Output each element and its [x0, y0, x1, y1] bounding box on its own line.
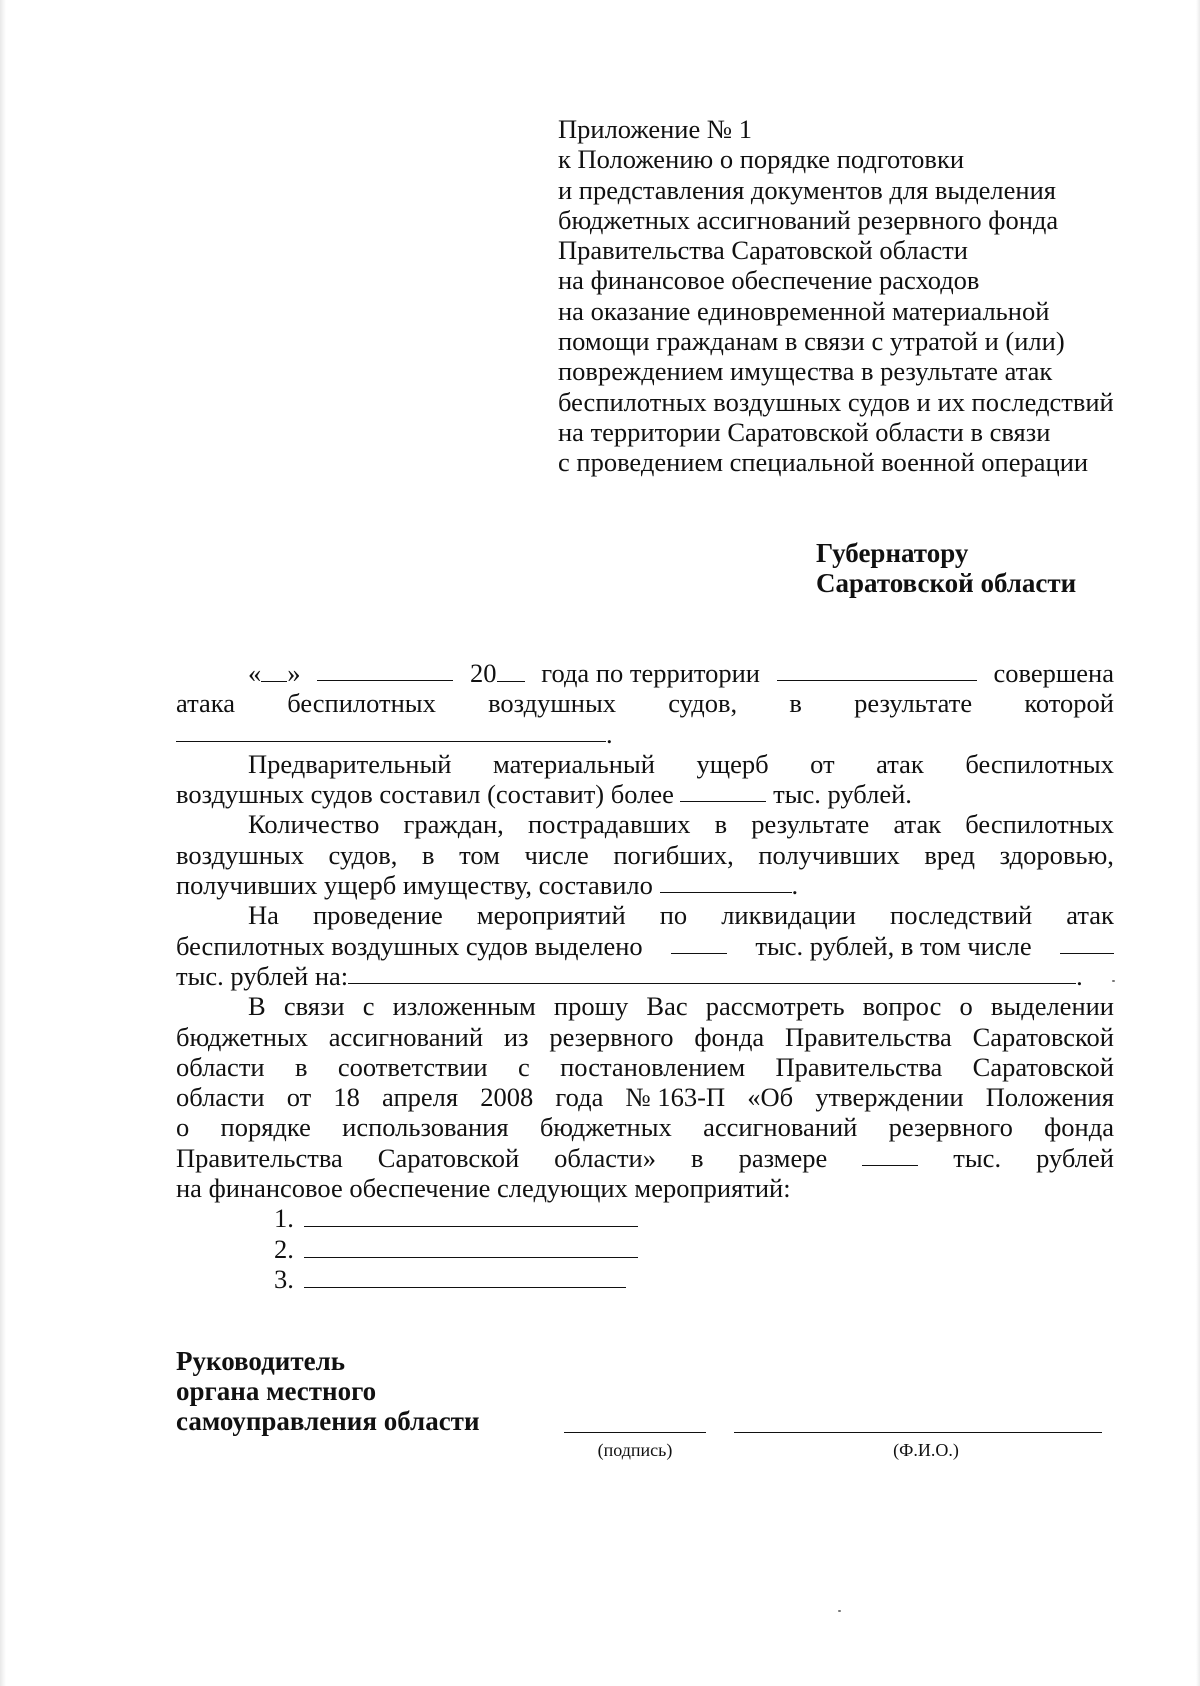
appendix-line: бюджетных ассигнований резервного фонда — [558, 204, 1059, 235]
appendix-line: на финансовое обеспечение расходов — [558, 265, 980, 296]
p5-line1 — [176, 991, 1114, 1021]
word: о — [176, 1112, 190, 1143]
word: граждан, — [403, 809, 504, 840]
word: от — [286, 1082, 312, 1113]
p3-line1 — [176, 809, 1114, 839]
word: Вас — [646, 991, 688, 1022]
word: Правительства — [775, 1051, 943, 1082]
word: размере — [738, 1142, 828, 1173]
list-item: 1. — [176, 1203, 1114, 1233]
word: На — [248, 900, 279, 931]
word: судов, — [668, 688, 738, 719]
including-amount-blank[interactable] — [1060, 931, 1114, 954]
word: с — [517, 1051, 530, 1082]
word: постановлением — [560, 1051, 746, 1082]
text-fragment: года по территории — [541, 658, 760, 688]
word: резервного — [888, 1112, 1013, 1143]
word: Саратовской — [972, 1051, 1114, 1082]
word: рублей — [1036, 1142, 1114, 1173]
signature-line: Руководитель — [176, 1346, 346, 1376]
word: ассигнований — [703, 1112, 858, 1143]
date-field[interactable]: « » — [248, 658, 301, 688]
addressee-line: Саратовской области — [816, 568, 1077, 598]
word: материальный — [493, 748, 655, 779]
territory-blank[interactable] — [777, 658, 977, 681]
word: области — [176, 1051, 265, 1082]
list-item: 3. — [176, 1264, 1114, 1294]
word: использования — [342, 1112, 509, 1143]
word: Саратовской — [377, 1142, 520, 1173]
scan-speck — [838, 1610, 841, 1612]
word: от — [810, 748, 835, 779]
word: которой — [1024, 688, 1114, 719]
appendix-line: Приложение № 1 — [558, 114, 753, 144]
word: получивших — [758, 839, 900, 870]
word: Правительства — [176, 1142, 343, 1173]
year-blank[interactable] — [497, 659, 525, 682]
appendix-line: помощи гражданам в связи с утратой и (или) — [558, 326, 1065, 357]
addressee-line: Губернатору — [816, 538, 969, 568]
word: «Об — [747, 1082, 794, 1113]
day-blank[interactable] — [261, 659, 287, 682]
word: пострадавших — [528, 809, 691, 840]
p5-line5 — [176, 1112, 1114, 1142]
word: последствий — [890, 900, 1033, 931]
signature-blank[interactable] — [564, 1432, 706, 1433]
word: по — [659, 900, 688, 931]
word: области — [176, 1082, 265, 1113]
word: апреля — [382, 1082, 459, 1113]
consequence-blank[interactable] — [176, 719, 606, 742]
word: бюджетных — [539, 1112, 672, 1143]
word: № 163-П — [625, 1082, 726, 1113]
p5-line7: на финансовое обеспечение следующих мероприятий: — [176, 1173, 791, 1204]
p5-line4 — [176, 1082, 1114, 1112]
word: о — [959, 991, 973, 1022]
appendix-line: повреждением имущества в результате атак — [558, 356, 1053, 387]
word: беспилотных — [965, 809, 1114, 840]
p2-line2: воздушных судов составил (составит) более тыс. рублей. — [176, 779, 912, 810]
text-fragment: совершена — [993, 658, 1114, 688]
activity-2-blank[interactable] — [304, 1235, 638, 1258]
word: вопрос — [862, 991, 942, 1022]
signature-title — [176, 1346, 480, 1436]
p5-line3 — [176, 1052, 1114, 1082]
appendix-header — [558, 114, 1118, 478]
word: воздушных — [176, 839, 304, 870]
p1-line1 — [176, 658, 1114, 688]
word: с — [362, 991, 375, 1022]
body-text — [176, 658, 1114, 1294]
appendix-line: и представления документов для выделения — [558, 174, 1056, 205]
word: том — [459, 839, 500, 870]
word: рассмотреть — [705, 991, 845, 1022]
word: выделении — [990, 991, 1114, 1022]
word: числе — [524, 839, 589, 870]
appendix-line: к Положению о порядке подготовки — [558, 144, 965, 175]
word: тыс. — [953, 1142, 1002, 1173]
word: в — [422, 839, 435, 870]
word: фонда — [1044, 1112, 1114, 1143]
word: в — [714, 809, 728, 840]
p1-line3: . — [176, 719, 1114, 749]
word: атак — [1066, 900, 1114, 931]
word: изложенным — [392, 991, 536, 1022]
scan-speck — [1112, 980, 1115, 982]
p5-line6 — [176, 1143, 1114, 1173]
p5-line2 — [176, 1022, 1114, 1052]
full-name-blank[interactable] — [734, 1432, 1102, 1433]
appendix-line: беспилотных воздушных судов и их последствий — [558, 386, 1114, 417]
word: года — [555, 1082, 604, 1113]
word: атак — [893, 809, 942, 840]
word: Положения — [985, 1082, 1114, 1113]
word: воздушных — [488, 688, 617, 719]
word: 2008 — [480, 1082, 534, 1113]
allocated-amount-blank[interactable] — [671, 931, 727, 954]
word: ассигнований — [328, 1021, 484, 1052]
appendix-line: с проведением специальной военной операции — [558, 447, 1089, 478]
scan-edge-left — [0, 0, 6, 1686]
word: ущерб — [696, 748, 769, 779]
word: прошу — [553, 991, 629, 1022]
word: результате — [751, 809, 870, 840]
word: в — [789, 688, 802, 719]
word: вред — [924, 839, 976, 870]
word: Предварительный — [248, 748, 452, 779]
damage-amount-blank[interactable] — [680, 779, 766, 802]
word: фонда — [694, 1021, 765, 1052]
p3-line3: получивших ущерб имуществу, составило . — [176, 870, 799, 901]
word: погибших, — [613, 839, 734, 870]
year-field[interactable]: 20 — [470, 658, 525, 688]
signature-line: органа местного — [176, 1376, 377, 1406]
word: Количество — [248, 809, 380, 840]
activity-1-blank[interactable] — [304, 1204, 638, 1227]
word: ликвидации — [721, 900, 856, 931]
word: связи — [283, 991, 345, 1022]
signature-caption: (подпись) — [597, 1440, 673, 1460]
word: соответствии — [337, 1051, 488, 1082]
list-item: 2. — [176, 1234, 1114, 1264]
word: Правительства — [785, 1021, 952, 1052]
victims-count-blank[interactable] — [660, 870, 792, 893]
word: здоровью, — [999, 839, 1114, 870]
activity-3-blank[interactable] — [304, 1265, 626, 1288]
word: В — [248, 991, 266, 1022]
word: беспилотных — [287, 688, 436, 719]
purpose-blank[interactable] — [348, 961, 1076, 984]
p3-line2 — [176, 840, 1114, 870]
appendix-line: Правительства Саратовской области — [558, 235, 968, 266]
word: Саратовской — [972, 1021, 1114, 1052]
word: атак — [876, 748, 924, 779]
addressee — [816, 538, 1136, 598]
word: мероприятий — [476, 900, 626, 931]
word: в — [294, 1051, 308, 1082]
p1-line2 — [176, 688, 1114, 718]
word: порядке — [220, 1112, 311, 1143]
scan-edge-right — [1196, 0, 1200, 1686]
p4-line2: беспилотных воздушных судов выделено тыс. рублей, в том числе — [176, 931, 1114, 961]
appendix-line: на территории Саратовской области в связи — [558, 416, 1051, 447]
full-name-caption: (Ф.И.О.) — [893, 1440, 959, 1460]
appendix-line: на оказание единовременной материальной — [558, 295, 1050, 326]
word: атака — [176, 688, 235, 719]
word: утверждении — [815, 1082, 964, 1113]
word: результате — [854, 688, 973, 719]
word: в — [691, 1142, 704, 1173]
word: из — [503, 1021, 529, 1052]
signature-line: самоуправления области — [176, 1406, 480, 1436]
word: бюджетных — [176, 1021, 308, 1052]
word: области» — [554, 1142, 656, 1173]
requested-amount-blank[interactable] — [862, 1143, 918, 1166]
word: резервного — [549, 1021, 674, 1052]
p2-line1 — [176, 749, 1114, 779]
p4-line1 — [176, 900, 1114, 930]
word: беспилотных — [965, 748, 1114, 779]
word: судов, — [328, 839, 398, 870]
month-blank[interactable] — [317, 658, 453, 681]
word: 18 — [333, 1082, 360, 1113]
p4-line3: тыс. рублей на: . — [176, 960, 1083, 991]
word: проведение — [312, 900, 443, 931]
